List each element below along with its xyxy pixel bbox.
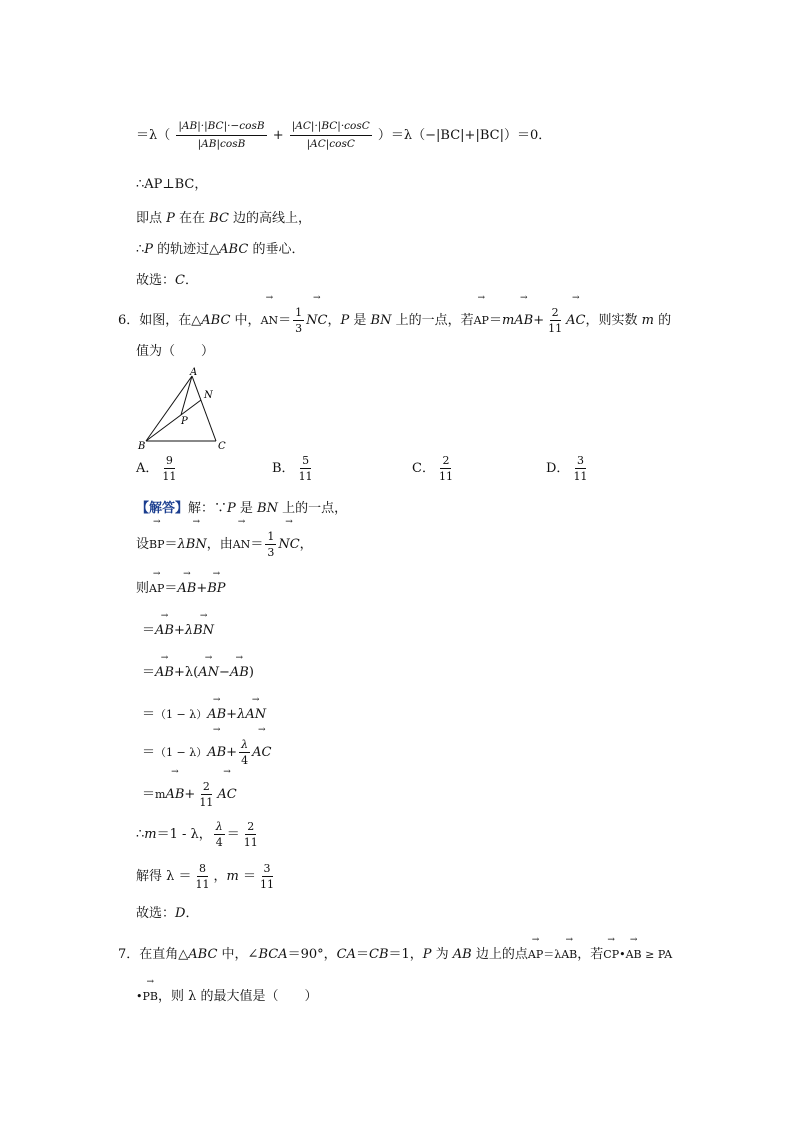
text: （1 − λ） — [155, 746, 208, 759]
text: ，则 λ 的最大值是（ ） — [158, 989, 318, 1004]
vector-bp: → BP — [207, 580, 225, 598]
text: ＝λ — [543, 948, 562, 961]
lambda: λ — [177, 537, 186, 552]
text: ＝ — [238, 869, 256, 884]
text: ＝ — [164, 581, 178, 596]
text: ， — [299, 537, 313, 552]
answer-line-q6 — [136, 905, 198, 923]
option-fraction — [160, 453, 178, 484]
option-label: C． — [412, 461, 435, 476]
lambda: λ( — [184, 665, 199, 680]
text: ＝ — [142, 707, 156, 722]
vector-ab: → AB — [155, 664, 174, 682]
vector-an: → AN — [198, 664, 219, 682]
numerator: 1 — [267, 530, 275, 543]
segment-bc: BC — [209, 211, 229, 226]
denominator: 4 — [241, 754, 249, 767]
text: 边上的点 — [471, 947, 528, 962]
text: 故选： — [136, 273, 176, 288]
text: 上的一点，若 — [391, 313, 474, 328]
text: + — [196, 581, 208, 596]
text: ∴ — [136, 827, 145, 842]
denominator: 11 — [195, 878, 210, 891]
text: ＝ — [488, 313, 502, 328]
label-n: N — [204, 390, 213, 401]
text: + — [184, 787, 196, 802]
text: 的垂心． — [248, 242, 305, 257]
text: 设 — [136, 537, 150, 552]
text: ＝ — [164, 537, 178, 552]
vector-ab: → AB — [230, 664, 249, 682]
formula-eq: ＝λ（ — [136, 128, 171, 143]
label-b: B — [138, 441, 146, 452]
text: ＝ — [278, 313, 292, 328]
answer-line-q5 — [136, 272, 198, 290]
numerator: λ — [215, 820, 223, 833]
denominator: 11 — [199, 796, 214, 809]
triangle-abc: ABC — [201, 313, 231, 328]
text: ＝ — [226, 827, 240, 842]
fraction-2-numerator: |AC|·|BC|·cosC — [290, 118, 372, 136]
segment-bn: BN — [370, 313, 392, 328]
text: ＝ — [142, 623, 156, 638]
solution-step-8 — [136, 818, 262, 852]
vector-pb: → PB — [143, 988, 159, 1006]
text: ＝ — [355, 947, 369, 962]
text: 中， — [230, 313, 261, 328]
text: ，若 — [577, 947, 604, 962]
vector-ac: → AC — [252, 736, 271, 770]
denominator: 11 — [243, 836, 258, 849]
var-m: m — [501, 313, 515, 328]
orthocenter-line — [136, 241, 304, 259]
fraction-one-third — [293, 305, 304, 336]
answer: C — [175, 273, 185, 288]
text: 解：∵ — [188, 501, 228, 516]
solution-step-5 — [142, 706, 266, 724]
fraction-one-third — [265, 529, 276, 560]
numerator: λ — [241, 738, 249, 751]
formula-line — [136, 118, 551, 152]
vector-ab: → AB — [207, 706, 226, 724]
option-fraction — [437, 453, 455, 484]
lambda: λ — [184, 623, 194, 638]
label-c: C — [218, 441, 226, 452]
question-7-line2 — [136, 988, 318, 1006]
text: 在在 — [174, 211, 210, 226]
text: ＝ — [250, 537, 264, 552]
solution-step-4 — [142, 664, 254, 682]
altitude-line — [136, 210, 311, 228]
solution-step-2 — [136, 580, 226, 598]
option-label: B． — [272, 461, 295, 476]
point-p: P — [422, 947, 432, 962]
triangle-abc: ABC — [219, 242, 249, 257]
vector-ap: → AP — [474, 304, 489, 338]
vector-ac: → AC — [217, 778, 236, 812]
text: （1 − λ） — [155, 708, 208, 721]
text: + — [226, 745, 238, 760]
text: • — [136, 990, 143, 1003]
vector-bp: → BP — [149, 528, 165, 562]
text: 中，∠ — [217, 947, 259, 962]
solution-step-9 — [136, 860, 278, 894]
text: ＝ — [142, 787, 156, 802]
vector-ab: → AB — [561, 946, 577, 964]
denominator: 11 — [162, 470, 177, 483]
text: ． — [184, 273, 198, 288]
text: 故选： — [136, 906, 176, 921]
label-a: A — [190, 367, 198, 378]
text: + — [173, 623, 185, 638]
fraction-three-elevenths — [258, 861, 276, 892]
denominator: 11 — [548, 322, 563, 335]
answer: D — [175, 906, 186, 921]
text: 在直角△ — [139, 947, 189, 962]
solution-step-6 — [142, 736, 271, 770]
numerator: 3 — [263, 862, 271, 875]
option-a[interactable] — [136, 452, 180, 486]
denominator: 11 — [298, 470, 313, 483]
fraction-lambda-quarter — [239, 737, 250, 768]
text: • — [619, 948, 626, 961]
text: 为 — [431, 947, 453, 962]
vector-cp: → CP — [603, 946, 619, 964]
segment-bn: BN — [257, 501, 278, 516]
triangle-abc: ABC — [188, 947, 218, 962]
text: 则 — [136, 581, 150, 596]
option-fraction — [297, 453, 315, 484]
text: 值为（ ） — [136, 344, 215, 359]
perpendicular-line — [136, 176, 207, 194]
option-label: A． — [136, 461, 159, 476]
point-p: P — [340, 313, 350, 328]
triangle-figure — [132, 366, 232, 452]
point-p: P — [166, 211, 175, 226]
text: 即点 — [136, 211, 167, 226]
solution-step-3 — [142, 622, 214, 640]
numerator: 5 — [302, 454, 310, 467]
text: 解得 λ ＝ — [136, 869, 192, 884]
vector-ab: → AB — [177, 580, 196, 598]
option-c[interactable] — [412, 452, 457, 486]
lambda: λ — [237, 707, 246, 722]
solution-intro — [136, 500, 347, 518]
segment-ca: CA — [336, 947, 356, 962]
vector-ab: → AB — [514, 304, 533, 338]
numerator: 2 — [247, 820, 255, 833]
numerator: 3 — [576, 454, 584, 467]
text: 的轨迹过△ — [153, 242, 220, 257]
vector-ab: → AB — [165, 778, 184, 812]
segment-bn-line — [146, 400, 201, 441]
text: ＝90°， — [287, 947, 337, 962]
vector-ab: → AB — [626, 946, 642, 964]
text: ， — [213, 869, 227, 884]
vector-nc: → NC — [306, 304, 327, 338]
text: + — [173, 665, 185, 680]
formula-plus: + — [272, 128, 284, 143]
fraction-eight-elevenths — [194, 861, 212, 892]
vector-nc: → NC — [278, 528, 299, 562]
text: + — [226, 707, 238, 722]
denominator: 3 — [295, 322, 303, 335]
fraction-two-elevenths — [546, 305, 564, 336]
vector-bn: → BN — [193, 622, 214, 640]
text: ＝1， — [388, 947, 423, 962]
var-m: m — [155, 788, 166, 801]
text: 的 — [653, 313, 672, 328]
fraction-two-elevenths — [242, 819, 260, 850]
numerator: 2 — [202, 780, 210, 793]
perpendicular-text: ∴AP⊥BC， — [136, 177, 208, 192]
option-b[interactable] — [272, 452, 317, 486]
formula-rest: ）＝λ（−|BC|+|BC|）＝0． — [377, 128, 552, 143]
text: ，由 — [206, 537, 233, 552]
text: ，则实数 — [585, 313, 642, 328]
text: ． — [185, 906, 199, 921]
text: ＝1 - λ， — [156, 827, 212, 842]
fraction-lambda-quarter — [214, 819, 225, 850]
text: ＝ — [142, 665, 156, 680]
point-p: P — [227, 501, 236, 516]
vector-ap: → AP — [149, 580, 164, 598]
solution-tag: 【解答】 — [136, 501, 189, 516]
text: ∴ — [136, 242, 145, 257]
fraction-1-numerator: |AB|·|BC|·−cosB — [176, 118, 266, 136]
segment-ap-line — [181, 376, 192, 415]
text: 是 — [349, 313, 371, 328]
text: 是 — [235, 501, 258, 516]
var-m: m — [144, 827, 157, 842]
text: ≥ PA — [641, 948, 673, 961]
var-m: m — [641, 313, 654, 328]
question-number: 6． — [118, 313, 140, 328]
var-m: m — [226, 869, 239, 884]
vector-an: → AN — [261, 304, 279, 338]
text: ) — [248, 665, 254, 680]
fraction-2-denominator: |AC|cosC — [306, 138, 355, 150]
question-number: 7． — [118, 947, 140, 962]
fraction-two-elevenths — [197, 779, 215, 810]
text: 如图，在△ — [139, 313, 202, 328]
edge-ab — [146, 376, 192, 441]
vector-ab: → AB — [155, 622, 174, 640]
label-p: P — [181, 416, 188, 427]
fraction-1-denominator: |AB|cosB — [197, 138, 246, 150]
vector-ab: → AB — [207, 736, 226, 770]
vector-an: → AN — [245, 706, 266, 724]
text: − — [218, 665, 230, 680]
question-6-line2 — [136, 343, 214, 361]
segment-cb: CB — [369, 947, 389, 962]
numerator: 8 — [199, 862, 207, 875]
text: 边的高线上， — [228, 211, 312, 226]
option-d[interactable] — [546, 452, 591, 486]
point-p: P — [144, 242, 154, 257]
angle-bca: BCA — [258, 947, 288, 962]
option-label: D． — [546, 461, 570, 476]
solution-step-7 — [142, 778, 237, 812]
edge-ac — [192, 376, 216, 441]
vector-ac: → AC — [566, 304, 585, 338]
denominator: 3 — [267, 546, 275, 559]
text: ＝ — [142, 745, 156, 760]
text: + — [533, 313, 545, 328]
fraction-2 — [290, 118, 372, 153]
vector-bn: → BN — [186, 528, 207, 562]
question-7 — [118, 946, 672, 964]
vector-an: → AN — [233, 528, 251, 562]
text: ， — [327, 313, 341, 328]
question-6 — [118, 304, 671, 338]
option-fraction — [571, 453, 589, 484]
numerator: 2 — [442, 454, 450, 467]
denominator: 11 — [260, 878, 274, 891]
text: 上的一点， — [277, 501, 348, 516]
denominator: 11 — [438, 470, 453, 483]
denominator: 4 — [215, 836, 223, 849]
vector-ap: → AP — [528, 946, 543, 964]
fraction-1 — [176, 118, 266, 153]
numerator: 1 — [295, 306, 303, 319]
denominator: 11 — [573, 470, 588, 483]
numerator: 2 — [551, 306, 559, 319]
segment-ab: AB — [452, 947, 472, 962]
solution-step-1 — [136, 528, 313, 562]
numerator: 9 — [165, 454, 173, 467]
